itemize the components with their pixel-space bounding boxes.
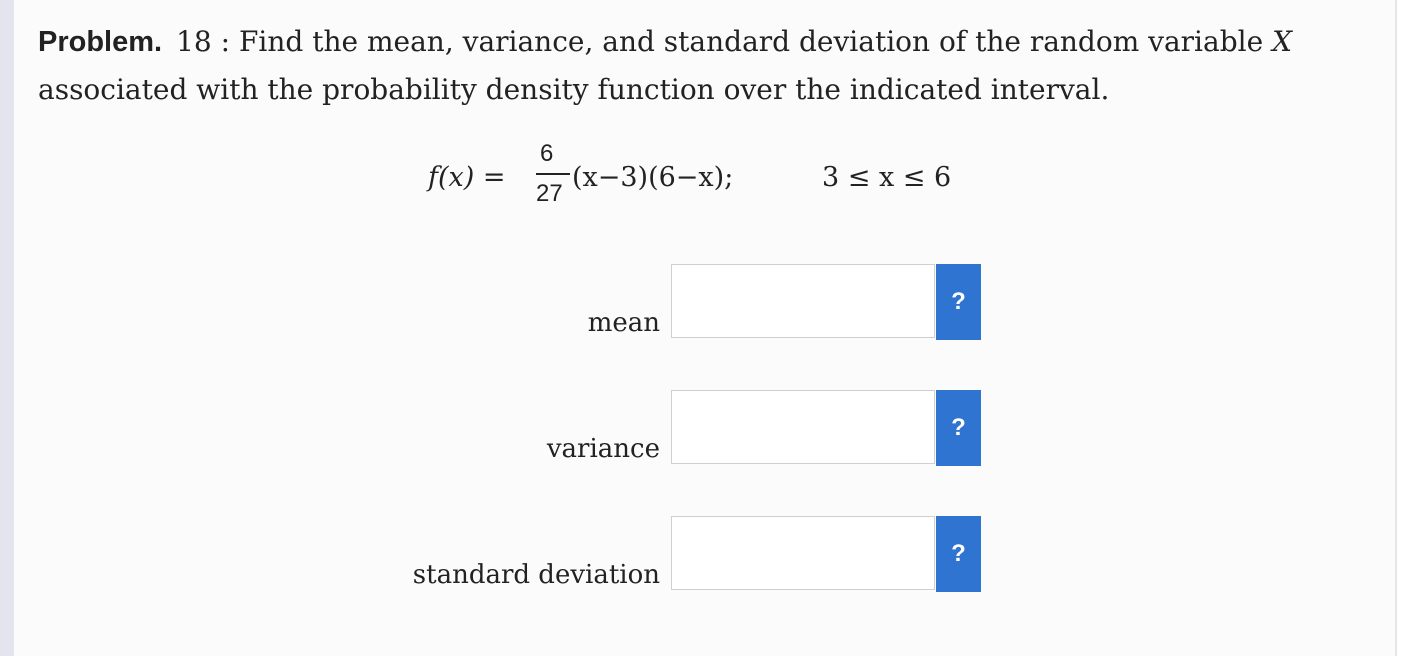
formula-interval: 3 ≤ x ≤ 6 <box>822 162 952 193</box>
answer-row-std-dev <box>0 516 1000 592</box>
problem-text-1: Find the mean, variance, and standard deviation of the random variable <box>238 25 1264 58</box>
problem-number: 18 <box>176 25 212 58</box>
problem-statement <box>38 18 1378 114</box>
mean-label: mean <box>587 308 660 338</box>
problem-line-1 <box>38 18 1378 66</box>
std-dev-help-button[interactable]: ? <box>936 516 981 592</box>
random-variable: X <box>1272 25 1293 58</box>
variance-help-button[interactable]: ? <box>936 390 981 466</box>
std-dev-label: standard deviation <box>412 560 660 590</box>
problem-line-2: associated with the probability density function over the indicated interval. <box>38 73 1110 106</box>
fraction-numerator: 6 <box>540 140 554 167</box>
problem-separator: : <box>220 25 231 58</box>
problem-label: Problem. <box>38 26 163 58</box>
fraction-bar <box>536 173 570 175</box>
std-dev-input[interactable] <box>671 516 935 590</box>
answer-row-variance <box>0 390 1000 466</box>
right-edge <box>1397 0 1402 656</box>
answer-row-mean <box>0 264 1000 340</box>
variance-input[interactable] <box>671 390 935 464</box>
mean-input[interactable] <box>671 264 935 338</box>
formula-lhs: f(x) = <box>428 162 506 193</box>
variance-label: variance <box>546 434 660 464</box>
formula-rhs: (x−3)(6−x); <box>572 162 734 193</box>
fraction-denominator: 27 <box>536 180 563 207</box>
mean-help-button[interactable]: ? <box>936 264 981 340</box>
